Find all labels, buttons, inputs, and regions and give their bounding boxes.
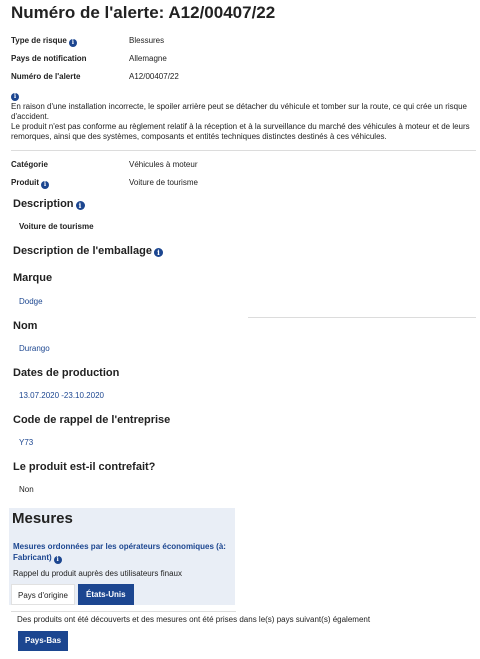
tab-origin-country[interactable]: Pays d'origine [11, 584, 75, 605]
category-label: Catégorie [11, 160, 48, 169]
description-value: Voiture de tourisme [19, 222, 94, 231]
brand-heading: Marque [13, 272, 53, 284]
page-title: Numéro de l'alerte: A12/00407/22 [11, 3, 276, 22]
recall-code-heading: Code de rappel de l'entreprise [13, 414, 171, 426]
alert-number-label: Numéro de l'alerte [11, 72, 81, 81]
production-dates-heading: Dates de production [13, 367, 120, 379]
info-icon[interactable]: i [41, 181, 49, 189]
country-button-netherlands[interactable]: Pays-Bas [18, 631, 68, 651]
recall-code-value: Y73 [19, 438, 34, 447]
divider [248, 317, 476, 318]
notifying-country-value: Allemagne [129, 54, 167, 63]
info-icon[interactable]: i [76, 201, 85, 210]
description-heading: Description i [13, 198, 85, 210]
measures-heading: Mesures [12, 510, 73, 527]
production-dates-value: 13.07.2020 -23.10.2020 [19, 391, 104, 400]
name-value: Durango [19, 344, 50, 353]
info-icon[interactable]: i [154, 248, 163, 257]
info-icon[interactable]: i [69, 39, 77, 47]
counterfeit-value: Non [19, 485, 34, 494]
category-value: Véhicules à moteur [129, 160, 198, 169]
operators-measures-value: Rappel du produit auprès des utilisateurs finaux [13, 569, 182, 578]
tab-united-states[interactable]: États-Unis [78, 584, 134, 605]
brand-value: Dodge [19, 297, 43, 306]
found-countries-text: Des produits ont été découverts et des mesures ont été prises dans le(s) pays suivant(s) également [17, 615, 371, 624]
divider [11, 150, 476, 151]
operators-measures-title: Mesures ordonnées par les opérateurs économiques (à: Fabricant) i [13, 542, 226, 563]
risk-description-line1: En raison d'une installation incorrecte, le spoiler arrière peut se détacher du véhicule et tomber sur la route, ce qui crée un risque d'accident. [11, 102, 467, 121]
product-value: Voiture de tourisme [129, 178, 198, 187]
risk-type-label: Type de risque [11, 36, 67, 45]
risk-description [11, 102, 476, 142]
info-icon[interactable]: i [11, 93, 19, 101]
name-heading: Nom [13, 320, 38, 332]
divider [11, 611, 236, 612]
risk-type-value: Blessures [129, 36, 165, 45]
info-icon[interactable]: i [54, 556, 62, 564]
notifying-country-label: Pays de notification [11, 54, 87, 63]
alert-number-value: A12/00407/22 [129, 72, 179, 81]
product-label: Produit [11, 178, 39, 187]
counterfeit-heading: Le produit est-il contrefait? [13, 461, 156, 473]
packaging-heading: Description de l'emballage i [13, 245, 163, 257]
risk-description-line2: Le produit n'est pas conforme au règlement relatif à la réception et à la surveillance du marché des véhicules à moteur et de leurs remorques, ainsi que des systèmes, composants et entités techniques distinctes destinés à ces véhicules. [11, 122, 470, 141]
